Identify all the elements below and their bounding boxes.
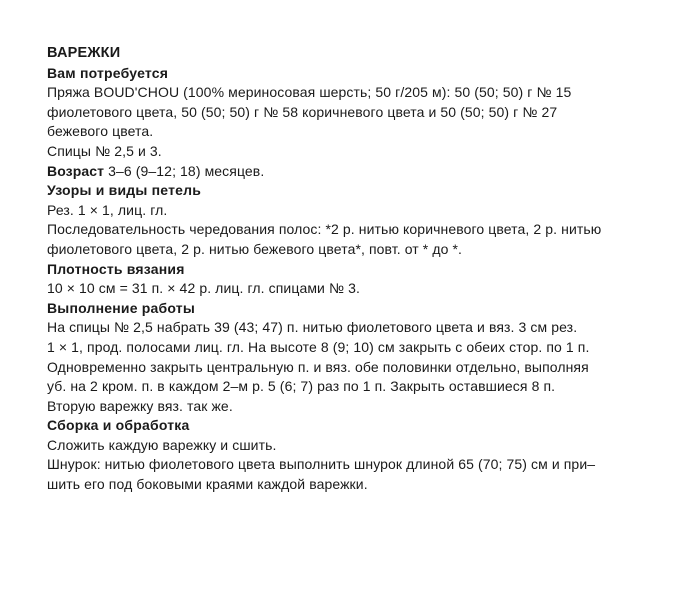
assembly-heading: Сборка и обработка: [47, 417, 190, 434]
materials-line-4: Спицы № 2,5 и 3.: [47, 142, 162, 159]
age-line: [47, 162, 647, 182]
patterns-heading: Узоры и виды петель: [47, 182, 202, 199]
assembly-line-1: Сложить каждую варежку и сшить.: [47, 436, 277, 453]
assembly-line-2: Шнурок: нитью фиолетового цвета выполнить шнурок длиной 65 (70; 75) см и при–: [47, 456, 596, 473]
patterns-line-2: Последовательность чередования полос: *2 р. нитью коричневого цвета, 2 р. нитью: [47, 221, 602, 238]
materials-line-2: фиолетового цвета, 50 (50; 50) г № 58 коричневого цвета и 50 (50; 50) г № 27: [47, 103, 558, 120]
instructions-line-4: уб. на 2 кром. п. в каждом 2–м р. 5 (6; 7) раз по 1 п. Закрыть оставшиеся 8 п.: [47, 378, 556, 395]
instructions-line-1: На спицы № 2,5 набрать 39 (43; 47) п. нитью фиолетового цвета и вяз. 3 см рез.: [47, 319, 578, 336]
patterns-line-3: фиолетового цвета, 2 р. нитью бежевого цвета*, повт. от * до *.: [47, 240, 463, 257]
gauge-line-1: 10 × 10 см = 31 п. × 42 р. лиц. гл. спицами № 3.: [47, 280, 360, 297]
assembly-line-3: шить его под боковыми краями каждой варежки.: [47, 476, 368, 493]
instructions-line-3: Одновременно закрыть центральную п. и вяз. обе половинки отдельно, выполняя: [47, 358, 589, 375]
patterns-line-1: Рез. 1 × 1, лиц. гл.: [47, 201, 168, 218]
materials-line-1: Пряжа BOUD'CHOU (100% мериносовая шерсть; 50 г/205 м): 50 (50; 50) г № 15: [47, 84, 572, 101]
materials-heading: Вам потребуется: [47, 64, 169, 81]
instructions-line-5: Вторую варежку вяз. так же.: [47, 397, 233, 414]
age-label: Возраст: [47, 162, 105, 179]
pattern-document: [47, 44, 647, 495]
age-value: 3–6 (9–12; 18) месяцев.: [104, 162, 265, 179]
materials-line-3: бежевого цвета.: [47, 123, 154, 140]
document-title: ВАРЕЖКИ: [47, 45, 121, 61]
gauge-heading: Плотность вязания: [47, 260, 185, 277]
instructions-line-2: 1 × 1, прод. полосами лиц. гл. На высоте 8 (9; 10) см закрыть с обеих стор. по 1 п.: [47, 338, 590, 355]
instructions-heading: Выполнение работы: [47, 299, 196, 316]
